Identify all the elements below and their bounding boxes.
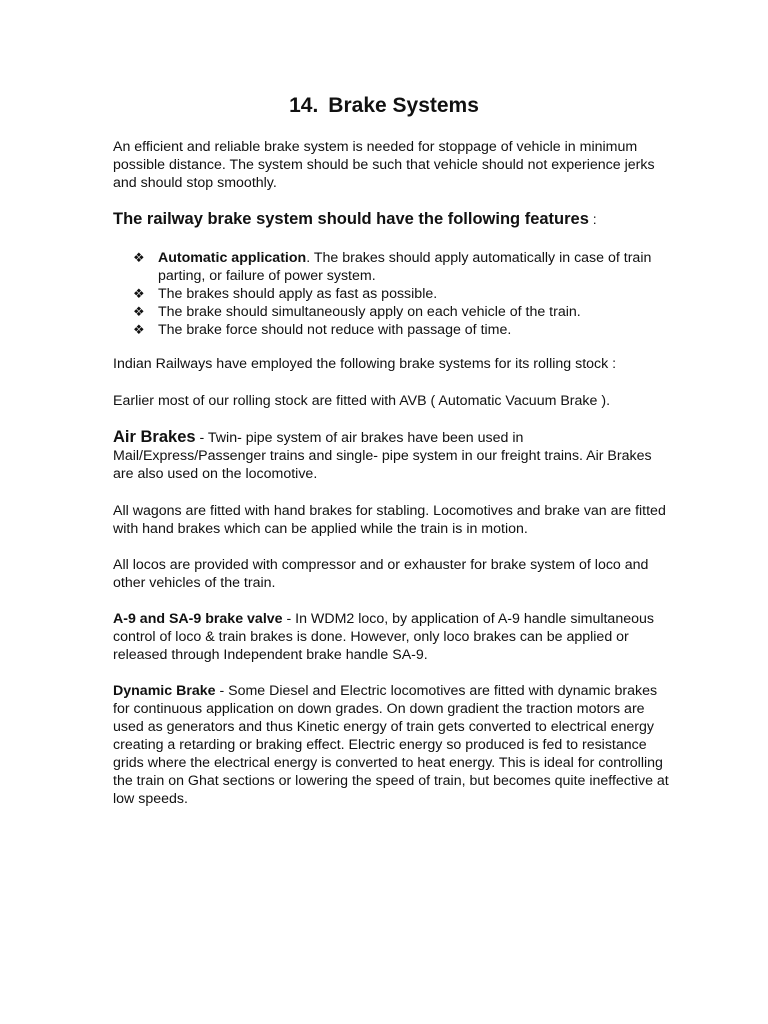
list-item — [133, 303, 673, 321]
hand-brakes-paragraph: All wagons are fitted with hand brakes for stabling. Locomotives and brake van are fitted with hand brakes which can be applied while the train is in motion. — [113, 503, 666, 537]
a9-heading: A-9 and SA-9 brake valve — [113, 611, 283, 627]
air-brakes-text: - Twin- pipe system of air brakes have been used in Mail/Express/Passenger trains and single- pipe system in our freight trains. Air Brakes are also used on the locomotive. — [113, 430, 652, 482]
compressor-paragraph: All locos are provided with compressor and or exhauster for brake system of loco and other vehicles of the train. — [113, 557, 649, 591]
systems-intro-paragraph: Indian Railways have employed the following brake systems for its rolling stock : — [113, 356, 617, 372]
a9-paragraph — [113, 610, 673, 664]
diamond-bullet-icon: ❖ — [133, 304, 145, 319]
list-item — [133, 249, 673, 285]
a9-text: - In WDM2 loco, by application of A-9 handle simultaneous control of loco & train brakes is done. However, only loco brakes can be applied or released through Independent brake handle SA-9. — [113, 611, 654, 663]
air-brakes-heading: Air Brakes — [113, 428, 196, 446]
section-title: Brake Systems — [328, 94, 479, 117]
features-heading-colon: : — [588, 211, 597, 227]
features-heading-text: The railway brake system should have the following features — [113, 210, 589, 228]
list-item — [133, 285, 673, 303]
diamond-bullet-icon: ❖ — [133, 286, 145, 301]
intro-paragraph: An efficient and reliable brake system is needed for stoppage of vehicle in minimum possible distance. The system should be such that vehicle should not experience jerks and should stop smoothly. — [113, 139, 655, 191]
list-item-text: . The brakes should apply automatically in case of train parting, or failure of power system. — [158, 250, 652, 284]
features-list — [133, 249, 673, 339]
dynamic-brake-paragraph — [113, 682, 673, 808]
dynamic-brake-heading: Dynamic Brake — [113, 683, 216, 699]
page-title — [0, 94, 768, 118]
dynamic-brake-text: - Some Diesel and Electric locomotives are fitted with dynamic brakes for continuous application on down grades. On down gradient the traction motors are used as generators and thus Kinetic energy of train gets converted to electrical energy creating a retarding or braking effect. Electric energy so produced is fed to resistance grids where the electrical energy is converted to heat energy. This is ideal for controlling the train on Ghat sections or lowering the speed of train, but becomes quite ineffective at low speeds. — [113, 683, 669, 807]
earlier-paragraph: Earlier most of our rolling stock are fitted with AVB ( Automatic Vacuum Brake ). — [113, 393, 611, 409]
diamond-bullet-icon: ❖ — [133, 250, 145, 265]
list-item — [133, 321, 673, 339]
list-item-text: The brake force should not reduce with passage of time. — [158, 322, 512, 338]
section-number: 14. — [289, 94, 319, 117]
features-heading — [113, 210, 597, 229]
list-item-bold: Automatic application — [158, 250, 307, 266]
air-brakes-paragraph — [113, 428, 673, 483]
list-item-text: The brake should simultaneously apply on each vehicle of the train. — [158, 304, 581, 320]
list-item-text: The brakes should apply as fast as possible. — [158, 286, 438, 302]
diamond-bullet-icon: ❖ — [133, 322, 145, 337]
